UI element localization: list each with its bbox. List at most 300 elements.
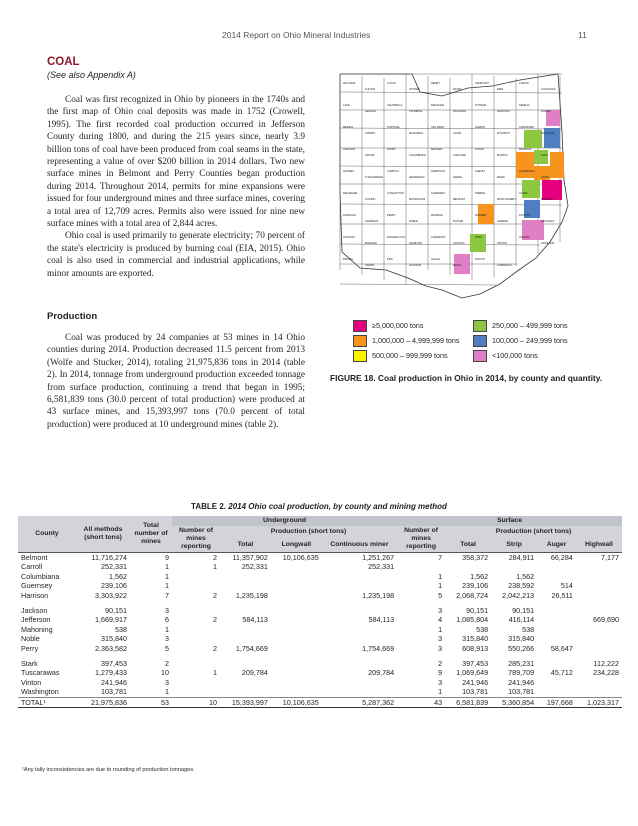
legend-item (353, 320, 424, 332)
county-name-cell: Stark (21, 659, 38, 669)
county-name-cell: Jackson (21, 606, 48, 616)
county-label: WYANDOT (497, 132, 511, 135)
table-cell (322, 625, 397, 634)
table-cell: 514 (560, 581, 573, 591)
table-cell (220, 572, 271, 581)
table-row (18, 572, 622, 581)
county-label: MORROW (519, 148, 532, 151)
table-cell: 10,106,635 (271, 553, 322, 563)
county-label: RICHLAND (541, 132, 555, 135)
table-cell: 241,946 (508, 677, 535, 687)
county-label: ADAMS (365, 264, 375, 267)
table-cell: 26,511 (551, 590, 573, 600)
county-label: MARION (497, 154, 508, 157)
col-sf-total: Total (445, 539, 491, 553)
county-label: MORGAN (365, 242, 377, 245)
table-cell: 416,114 (508, 615, 535, 625)
table-cell (322, 678, 397, 687)
table-cell (172, 634, 220, 643)
table-cell: 1,562 (109, 571, 127, 581)
county-label: OTTAWA (409, 88, 420, 91)
county-label: PICKAWAY (541, 220, 555, 223)
county-label: PORTAGE (387, 126, 400, 129)
table-cell: 241,946 (462, 677, 489, 687)
report-title: 2014 Report on Ohio Mineral Industries (222, 30, 371, 40)
table-cell (220, 687, 271, 697)
total-cell: 6,581,839 (445, 697, 491, 707)
county-label: CRAWFORD (519, 126, 535, 129)
table-cell (322, 687, 397, 697)
county-label: FAIRFIELD (365, 220, 379, 223)
table-cell: 2 (213, 643, 217, 653)
county-columbiana (544, 128, 560, 148)
table-cell (172, 581, 220, 590)
table-cell: 397,453 (101, 659, 127, 669)
table-row (18, 625, 622, 634)
county-label: BUTLER (453, 220, 464, 223)
table-cell (322, 634, 397, 643)
county-label: CLERMONT (431, 236, 446, 239)
table-cell: 315,840 (508, 634, 535, 644)
table-cell: 1,279,433 (95, 668, 127, 678)
table-cell: 669,690 (593, 615, 619, 625)
county-label: MEIGS (453, 264, 462, 267)
table-cell: 1,754,669 (362, 643, 395, 653)
county-label: BROWN (343, 258, 353, 261)
table-cell: 103,781 (508, 687, 535, 697)
legend-swatch-1m (353, 335, 367, 347)
table-cell: 5 (165, 643, 169, 653)
table-cell: 6 (165, 615, 169, 625)
table-cell (271, 668, 322, 677)
table-cell: 584,113 (242, 615, 268, 625)
table-cell: 7 (165, 590, 169, 600)
table-cell: 4 (438, 615, 443, 625)
county-label: TUSCARAWAS (365, 176, 384, 179)
county-name-cell: Carroll (21, 562, 43, 572)
table-row (18, 668, 622, 677)
table-cell: 538 (522, 624, 535, 634)
county-name-cell: Guernsey (21, 581, 53, 591)
county-label: HOLMES (343, 170, 354, 173)
county-label: LORAIN (519, 82, 529, 85)
table-cell: 1,251,267 (322, 553, 397, 563)
table-cell: 1,754,669 (235, 643, 268, 653)
county-label: HARDIN (475, 126, 485, 129)
table-cell (172, 687, 220, 697)
county-name-cell: Jefferson (21, 615, 51, 625)
county-label: ALLEN (453, 132, 462, 135)
county-label: JACKSON (409, 264, 422, 267)
table-body (18, 553, 622, 708)
table-cell: 3 (165, 634, 169, 644)
table-cell: 9 (438, 668, 443, 678)
county-label: DELAWARE (343, 192, 358, 195)
table-cell: 3 (438, 677, 443, 687)
col-ug-production: Production (short tons) (220, 526, 397, 539)
table-cell (576, 562, 622, 571)
county-label: STARK (387, 148, 396, 151)
table-cell: 3 (165, 677, 169, 687)
intro-paragraph-1: Coal was first recognized in Ohio by pioneers in the 1740s and the first map of Ohio coal deposits was made in 1752 (Crowell, 1995). The first recorded coal production occurred in Jefferson County during 1800, and during the 215 years since, nearly 3.9 billion tons of coal have been produced from coal seams in the state, representing a value of over $200 billion in 2014 dollars. Two new surface mines in Belmont and Perry Counties began production during 2014. Throughout 2014, permits for mine expansions were issued for four underground mines and three surface mines, covering a total area of 12,709 acres. Permits also were issued for nine new surface mines with a total area of 2,844 acres. (47, 95, 305, 230)
table-cell (576, 678, 622, 687)
total-row (18, 697, 622, 707)
table-cell: 538 (476, 624, 489, 634)
county-label: ROSS (475, 236, 483, 239)
county-label: LAKE (343, 104, 350, 107)
county-label: CLINTON (453, 242, 465, 245)
legend-item (473, 320, 568, 332)
legend-label: ≥5,000,000 tons (372, 320, 424, 330)
col-sf-strip: Strip (491, 539, 537, 553)
county-label: MONTGOMERY (497, 198, 517, 201)
table-cell: 550,266 (508, 643, 535, 653)
col-sf-production: Production (short tons) (445, 526, 622, 539)
table-cell: 7 (397, 553, 445, 563)
table-cell (322, 606, 397, 615)
county-label: DARKE (453, 176, 462, 179)
legend-swatch-500k (353, 350, 367, 362)
county-label: WOOD (453, 88, 462, 91)
total-cell: 15,393,997 (220, 697, 271, 707)
table-cell: 5 (438, 590, 443, 600)
table-cell: 1 (165, 581, 169, 591)
table-cell (271, 591, 322, 600)
table-cell: 1,562 (470, 571, 489, 581)
table-cell (397, 562, 445, 571)
county-label: SUMMIT (365, 132, 376, 135)
county-label: MIAMI (497, 176, 505, 179)
county-label: COSHOCTON (387, 192, 404, 195)
legend-item (473, 350, 538, 362)
county-stark (524, 130, 542, 148)
county-label: SANDUSKY (475, 82, 490, 85)
table-cell: 1 (213, 562, 217, 572)
table-cell: 1 (438, 581, 443, 591)
table-cell (172, 659, 220, 668)
county-label: HURON (541, 110, 551, 113)
county-label: CARROLL (387, 170, 400, 173)
county-label: CLARK (519, 192, 528, 195)
table-cell (271, 615, 322, 624)
table-cell (537, 659, 576, 668)
county-label: ERIE (497, 88, 504, 91)
county-label: WILLIAMS (343, 82, 356, 85)
table-cell: 252,331 (241, 562, 268, 572)
table-cell: 2,042,213 (502, 590, 535, 600)
table-cell: 7,177 (576, 553, 622, 563)
county-label: LUCAS (387, 82, 396, 85)
county-tuscarawas (516, 152, 534, 178)
table-cell (220, 634, 271, 643)
table-cell: 1 (165, 624, 169, 634)
table-row (18, 678, 622, 687)
table-cell (172, 678, 220, 687)
legend-label: 100,000 – 249,999 tons (492, 335, 568, 345)
legend-label: 250,000 – 499,999 tons (492, 320, 568, 330)
county-label: GEAUGA (365, 110, 377, 113)
county-label: PAULDING (453, 110, 467, 113)
county-label: MAHONING (409, 132, 424, 135)
county-label: MUSKINGUM (409, 198, 426, 201)
table-cell (271, 581, 322, 590)
table-cell: 2 (172, 553, 220, 563)
total-cell: 53 (130, 697, 172, 707)
table-row (18, 553, 622, 563)
table-caption-label: TABLE 2. (191, 502, 227, 511)
county-label: UNION (541, 176, 550, 179)
legend-item (353, 350, 448, 362)
table-cell: 1 (438, 687, 443, 697)
total-cell: 1,023,317 (576, 697, 622, 707)
table-cell (271, 572, 322, 581)
total-cell: 197,668 (537, 697, 576, 707)
table-cell: 1,235,198 (235, 590, 268, 600)
table-caption (0, 502, 638, 511)
legend-label: <100,000 tons (492, 350, 538, 360)
county-label: PERRY (387, 214, 396, 217)
table-row (18, 634, 622, 643)
county-label: ASHLAND (343, 148, 356, 151)
legend-label: 500,000 – 999,999 tons (372, 350, 448, 360)
county-label: WARREN (475, 214, 487, 217)
table-cell: 239,106 (462, 581, 489, 591)
county-label: PIKE (387, 258, 393, 261)
table-row (18, 644, 622, 653)
table-cell: 1 (438, 624, 443, 634)
table-cell (576, 625, 622, 634)
county-label: COLUMBIANA (409, 154, 427, 157)
section-subtitle: (See also Appendix A) (47, 70, 136, 80)
table-cell: 252,331 (101, 562, 127, 572)
county-label: VINTON (497, 242, 507, 245)
table-cell: 209,784 (368, 668, 395, 678)
county-name-cell: Washington (21, 687, 59, 697)
table-cell: 584,113 (368, 615, 395, 625)
table-cell: 285,231 (508, 659, 535, 669)
table-cell: 11,357,902 (220, 553, 271, 563)
county-label: GREENE (497, 220, 508, 223)
table-cell: 103,781 (101, 687, 127, 697)
legend-label: 1,000,000 – 4,999,999 tons (372, 335, 460, 345)
table-cell (271, 678, 322, 687)
table-cell (537, 615, 576, 624)
county-label: CUYAHOGA (541, 88, 556, 91)
table-cell: 9 (130, 553, 172, 563)
legend-swatch-under100k (473, 350, 487, 362)
county-name-cell: Tuscarawas (21, 668, 60, 678)
table-cell: 2 (438, 659, 443, 669)
table-cell (576, 581, 622, 590)
table-cell (271, 562, 322, 571)
county-label: ASHTABULA (387, 104, 403, 107)
table-cell: 3 (438, 634, 443, 644)
table-cell: 103,781 (462, 687, 489, 697)
table-cell (271, 625, 322, 634)
county-label: LOGAN (475, 148, 485, 151)
table-cell: 90,151 (512, 606, 535, 616)
table-cell: 90,151 (466, 606, 489, 616)
table-cell (537, 625, 576, 634)
table-cell: 1 (165, 687, 169, 697)
table-cell (576, 572, 622, 581)
table-cell (322, 572, 397, 581)
table-cell: 2,068,724 (456, 590, 489, 600)
county-label: GUERNSEY (431, 192, 446, 195)
table-cell: 358,372 (445, 553, 491, 563)
total-label-cell: TOTAL¹ (18, 697, 76, 707)
county-name-cell: Vinton (21, 677, 42, 687)
intro-text (47, 94, 305, 280)
table-cell: 10 (161, 668, 169, 678)
table-row (18, 615, 622, 624)
table-cell: 315,840 (101, 634, 127, 644)
table-cell (576, 591, 622, 600)
table-cell (491, 562, 537, 571)
county-label: PREBLE (475, 192, 486, 195)
section-title: COAL (47, 56, 80, 68)
total-cell: 43 (397, 697, 445, 707)
table-cell (220, 581, 271, 590)
col-ug-mines: Number of mines reporting (172, 526, 220, 553)
intro-paragraph-2: Ohio coal is used primarily to generate electricity; 70 percent of the state's electricity is produced by burning coal (EIA, 2015). Ohio coal is also used in commercial and industrial applications, while minor amounts are exported. (47, 231, 305, 279)
table-cell (537, 606, 576, 615)
col-group-underground: Underground (172, 516, 397, 526)
table-cell (576, 606, 622, 615)
table-cell: 239,106 (101, 581, 127, 591)
table-cell (576, 644, 622, 653)
county-label: HARRISON (431, 170, 445, 173)
table-cell: 11,716,274 (76, 553, 130, 563)
table-caption-text: 2014 Ohio coal production, by county and mining method (228, 502, 447, 511)
table-cell: 209,784 (241, 668, 268, 678)
county-label: MONROE (431, 214, 443, 217)
table-cell (220, 606, 271, 615)
table-cell: 1 (165, 562, 169, 572)
table-cell (220, 678, 271, 687)
county-name-cell: Harrison (21, 590, 49, 600)
county-name-cell: Noble (21, 634, 40, 644)
production-heading: Production (47, 311, 98, 322)
county-label: TRUMBULL (409, 110, 423, 113)
col-all-methods: All methods (short tons) (76, 516, 130, 553)
table-cell: 1 (438, 571, 443, 581)
county-label: NOBLE (409, 220, 418, 223)
legend-item (473, 335, 568, 347)
total-cell: 5,360,854 (491, 697, 537, 707)
table-row (18, 581, 622, 590)
legend-swatch-5m (353, 320, 367, 332)
table-cell (537, 572, 576, 581)
county-label: MERCER (431, 148, 443, 151)
table-cell: 238,592 (508, 581, 535, 591)
table-cell (537, 678, 576, 687)
table-cell (271, 687, 322, 697)
ohio-county-map (330, 72, 590, 308)
county-name-cell: Perry (21, 643, 39, 653)
table-cell: 1,069,649 (456, 668, 489, 678)
table-cell (271, 644, 322, 653)
table-cell (537, 634, 576, 643)
table-cell: 2 (165, 659, 169, 669)
table-cell: 1 (213, 668, 217, 678)
county-label: KNOX (541, 154, 549, 157)
table-cell (172, 625, 220, 634)
table-cell: 284,911 (491, 553, 537, 563)
table-cell: 1,669,917 (95, 615, 127, 625)
county-label: HOCKING (343, 236, 356, 239)
county-label: FRANKLIN (343, 214, 356, 217)
table-cell: 66,284 (537, 553, 576, 563)
table-cell (576, 634, 622, 643)
table-cell: 2 (213, 590, 217, 600)
table-cell: 3 (438, 643, 443, 653)
table-cell (322, 581, 397, 590)
col-ug-continuous: Continuous miner (322, 539, 397, 553)
county-label: CHAMPAIGN (519, 170, 535, 173)
table-cell: 2 (213, 615, 217, 625)
county-label: HAMILTON (409, 242, 423, 245)
county-label: MADISON (541, 198, 554, 201)
table-cell (271, 634, 322, 643)
table-cell: 45,712 (550, 668, 573, 678)
table-cell: 234,228 (593, 668, 619, 678)
county-label: ATHENS (519, 236, 530, 239)
county-label: HIGHLAND (541, 242, 555, 245)
table-cell: 608,913 (462, 643, 489, 653)
table-cell (172, 606, 220, 615)
table-cell: 1 (165, 571, 169, 581)
county-carroll (534, 150, 548, 164)
total-cell: 10,106,635 (271, 697, 322, 707)
table-cell (445, 562, 491, 571)
table-cell: 397,453 (462, 659, 489, 669)
col-sf-highwall: Highwall (576, 539, 622, 553)
county-label: JEFFERSON (409, 176, 425, 179)
page-number: 11 (578, 30, 587, 40)
county-label: FULTON (365, 88, 376, 91)
col-total-mines: Total number of mines (130, 516, 172, 553)
county-label: AUGLAIZE (453, 154, 466, 157)
county-name-cell: Columbiana (21, 571, 60, 581)
table-cell: 252,331 (368, 562, 395, 572)
county-jefferson (550, 152, 564, 178)
county-label: MEDINA (343, 126, 354, 129)
county-label: BELMONT (453, 198, 466, 201)
table-row (18, 606, 622, 615)
county-belmont (542, 180, 562, 200)
county-label: HANCOCK (497, 110, 510, 113)
table-cell: 3 (165, 606, 169, 616)
table-cell (271, 606, 322, 615)
col-group-surface: Surface (397, 516, 622, 526)
county-label: LICKING (365, 198, 376, 201)
table-cell (537, 562, 576, 571)
table-row (18, 562, 622, 571)
table-cell: 1,562 (516, 571, 535, 581)
legend-swatch-250k (473, 320, 487, 332)
figure-caption: FIGURE 18. Coal production in Ohio in 2014, by county and quantity. (330, 373, 603, 383)
table-cell (576, 687, 622, 697)
county-label: VAN WERT (431, 126, 445, 129)
table-footnote: ¹Any tally inconsistencies are due to rounding of production tonnages. (22, 767, 195, 773)
table-cell (271, 659, 322, 668)
total-cell: 5,287,362 (322, 697, 397, 707)
table-cell: 90,151 (105, 606, 127, 616)
col-ug-total: Total (220, 539, 271, 553)
col-county: County (18, 516, 76, 553)
county-label: SHELBY (475, 170, 486, 173)
